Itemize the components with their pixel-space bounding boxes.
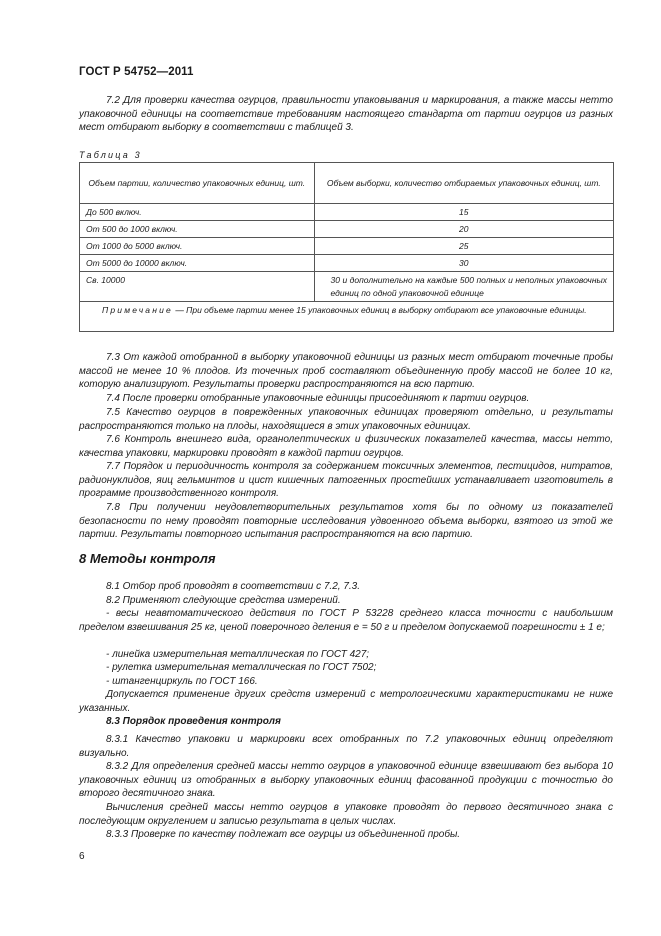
paragraph-8-3-2: 8.3.2 Для определения средней массы нетто огурцов в упаковочной единице взвешивают без выбора 10 упаковочных единиц из отобранных в выборку упаковочных единиц фасованной продукции с точностью до второго десятичного знака.: [79, 761, 613, 800]
cell-batch: От 1000 до 5000 включ.: [80, 238, 315, 255]
paragraph-7-2: 7.2 Для проверки качества огурцов, правильности упаковывания и маркирования, а также массы нетто упаковочной единицы на соответствие требованиям настоящего стандарта от партии огурцов из разных мест отбирают выборку в соответствии с таблицей 3.: [79, 95, 613, 134]
paragraph-8-3-1: 8.3.1 Качество упаковки и маркировки всех отобранных по 7.2 упаковочных единиц определяют визуально.: [79, 734, 613, 759]
bullet-tape-measure: - рулетка измерительная металлическая по ГОСТ 7502;: [106, 662, 377, 673]
cell-sample: 30: [314, 255, 613, 272]
paragraph-allowed-instruments: Допускается применение других средств измерений с метрологическими характеристиками не ниже указанных.: [79, 689, 613, 714]
paragraph-7-8: 7.8 При получении неудовлетворительных результатов хотя бы по одному из показателей безопасности по нему проводят повторные исследования удвоенного объема выборки, взятого из этой же партии. Результаты повторного испытания распространяются на всю партию.: [79, 502, 613, 541]
paragraph-7-5: 7.5 Качество огурцов в поврежденных упаковочных единицах проверяют отдельно, и результаты распространяются только на плоды, находящиеся в этих упаковочных единицах.: [79, 407, 613, 432]
paragraph-7-4: 7.4 После проверки отобранные упаковочные единицы присоединяют к партии огурцов.: [106, 393, 530, 404]
cell-sample: 25: [314, 238, 613, 255]
cell-sample: 30 и дополнительно на каждые 500 полных и неполных упаковочных единиц по одной упаковочной единице: [314, 272, 613, 302]
paragraph-8-2: 8.2 Применяют следующие средства измерений.: [106, 595, 341, 606]
subsection-8-3-heading: 8.3 Порядок проведения контроля: [106, 716, 281, 727]
section-8-heading: 8 Методы контроля: [79, 551, 216, 566]
paragraph-calculation: Вычисления средней массы нетто огурцов в упаковке проводят до первого десятичного знака с последующим округлением и записью результата в целых числах.: [79, 802, 613, 827]
standard-header: ГОСТ Р 54752—2011: [79, 66, 194, 78]
table-row: [80, 221, 614, 238]
table-3: [79, 162, 614, 332]
cell-sample: 15: [314, 204, 613, 221]
header-batch-size: Объем партии, количество упаковочных единиц, шт.: [80, 163, 315, 204]
note-text: — При объеме партии менее 15 упаковочных единиц в выборку отбирают все упаковочные единицы.: [172, 305, 587, 315]
cell-batch: От 5000 до 10000 включ.: [80, 255, 315, 272]
paragraph-7-6: 7.6 Контроль внешнего вида, органолептических и физических показателей качества, массы нетто, качества упаковки, маркировки проводят в каждой партии огурцов.: [79, 434, 613, 459]
table-note: [80, 302, 614, 332]
cell-batch: До 500 включ.: [80, 204, 315, 221]
paragraph-7-3: 7.3 От каждой отобранной в выборку упаковочной единицы из разных мест отбирают точечные пробы массой не менее 10 % плодов. Из точечных проб составляют объединенную пробу массой не более 10 кг, которую анализируют. Результаты проверки распространяются на всю партию.: [79, 352, 613, 391]
paragraph-8-1: 8.1 Отбор проб проводят в соответствии с 7.2, 7.3.: [106, 581, 360, 592]
bullet-caliper: - штангенциркуль по ГОСТ 166.: [106, 676, 258, 687]
table-header-row: [80, 163, 614, 204]
table-row: [80, 272, 614, 302]
bullet-scales: - весы неавтоматического действия по ГОСТ Р 53228 среднего класса точности с наибольшим пределом взвешивания 25 кг, ценой поверочного деления е = 50 г и пределом допускаемой погрешности ± 1 е;: [79, 608, 613, 633]
paragraph-7-7: 7.7 Порядок и периодичность контроля за содержанием токсичных элементов, пестицидов, нитратов, радионуклидов, яиц гельминтов и цист кишечных патогенных простейших устанавливает изготовитель в программе производственного контроля.: [79, 461, 613, 500]
page-number: 6: [79, 851, 85, 862]
cell-batch: Св. 10000: [80, 272, 315, 302]
table-row: [80, 238, 614, 255]
table-row: [80, 204, 614, 221]
cell-sample: 20: [314, 221, 613, 238]
bullet-ruler: - линейка измерительная металлическая по ГОСТ 427;: [106, 649, 370, 660]
header-sample-size: Объем выборки, количество отбираемых упаковочных единиц, шт.: [314, 163, 613, 204]
note-label: Примечание: [102, 305, 173, 315]
cell-batch: От 500 до 1000 включ.: [80, 221, 315, 238]
paragraph-8-3-3: 8.3.3 Проверке по качеству подлежат все огурцы из объединенной пробы.: [106, 829, 461, 840]
table-caption: Таблица 3: [79, 150, 142, 160]
table-note-row: [80, 302, 614, 332]
table-row: [80, 255, 614, 272]
